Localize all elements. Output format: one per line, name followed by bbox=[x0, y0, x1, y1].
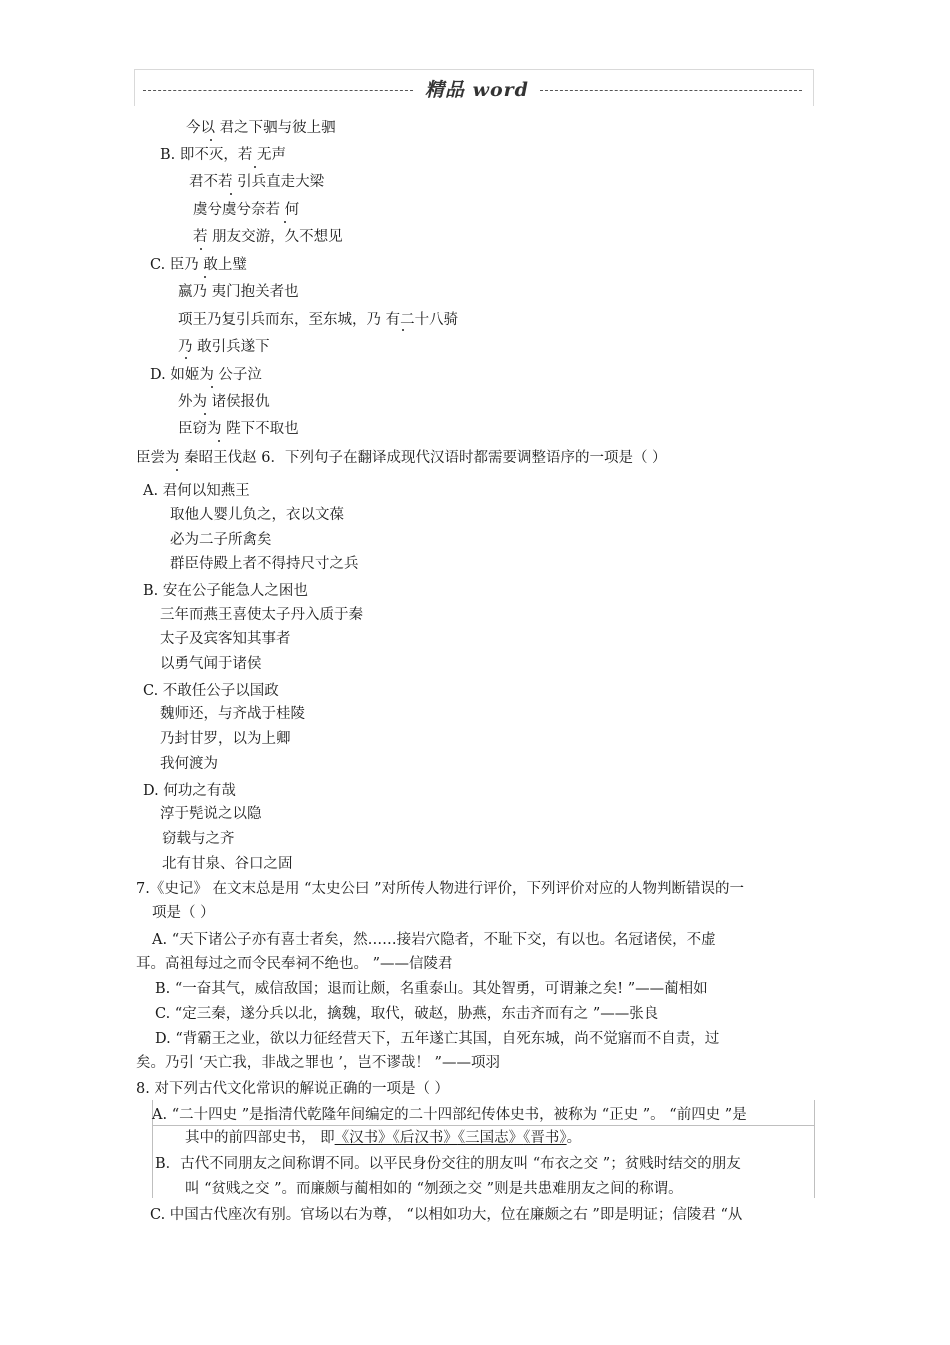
q6-option-b: B. 安在公子能急人之困也 bbox=[143, 583, 308, 599]
header-dash-right bbox=[540, 90, 802, 91]
q6-b-line-3: 太子及宾客知其事者 bbox=[160, 631, 291, 647]
book-hanshu: 《汉书》 bbox=[334, 1130, 393, 1146]
q6-c-line-2: 魏师还，与齐战于桂陵 bbox=[160, 706, 305, 722]
q7-option-d: D. “背霸王之业，欲以力征经营天下，五年遂亡其国，自死东城，尚不觉寤而不自责，过 bbox=[155, 1031, 720, 1047]
question-8: 8. 对下列古代文化常识的解说正确的一项是（ ） bbox=[136, 1081, 450, 1097]
emphasis-dot bbox=[284, 221, 286, 223]
q7-option-a: A. “天下诸公子亦有喜士者矣，然……接岩穴隐者，不耻下交，有以也。名冠诸侯，不虚 bbox=[152, 932, 716, 948]
q8-option-a: A. “二十四史 ”是指清代乾隆年间编定的二十四部纪传体史书，被称为 “正史 ”。 “前四史 ”是 bbox=[152, 1107, 747, 1123]
line-c-4: 乃 敢引兵遂下 bbox=[178, 339, 270, 355]
q8-option-c: C. 中国古代座次有别。官场以右为尊， “以相如功大，位在廉颇之右 ”即是明证；信陵君 “从 bbox=[150, 1207, 743, 1223]
emphasis-dot bbox=[204, 276, 206, 278]
q6-c-line-4: 我何渡为 bbox=[160, 756, 218, 772]
q8-option-b-cont: 叫 “贫贱之交 ”。而廉颇与蔺相如的 “刎颈之交 ”则是共患难朋友之间的称谓。 bbox=[185, 1181, 683, 1197]
emphasis-dot bbox=[230, 193, 232, 195]
emphasis-dot bbox=[211, 386, 213, 388]
q6-a-line-4: 群臣侍殿上者不得持尺寸之兵 bbox=[170, 556, 359, 572]
frame-rule bbox=[152, 1125, 814, 1126]
q8-option-a-cont bbox=[185, 1129, 581, 1147]
q6-d-line-3: 窃载与之齐 bbox=[162, 831, 235, 847]
emphasis-dot bbox=[204, 413, 206, 415]
line-d-1: D. 如姬为 公子泣 bbox=[150, 367, 262, 383]
line-c-1: C. 臣乃 敢上璧 bbox=[150, 257, 247, 273]
question-6: 臣尝为 秦昭王伐赵 6．下列句子在翻译成现代汉语时都需要调整语序的一项是（ ） bbox=[136, 450, 667, 466]
q8-a-period: 。 bbox=[566, 1130, 582, 1146]
book-houhanshu: 《后汉书》 bbox=[392, 1130, 458, 1146]
q6-b-line-4: 以勇气闻于诸侯 bbox=[160, 656, 262, 672]
emphasis-dot bbox=[176, 469, 178, 471]
header-title: 精品 word bbox=[418, 75, 536, 102]
q7-option-a-cont: 耳。高祖每过之而令民奉祠不绝也。 ”——信陵君 bbox=[136, 956, 453, 972]
q6-option-d: D. 何功之有哉 bbox=[143, 783, 236, 799]
q7-option-d-cont: 矣。乃引 ‘天亡我，非战之罪也 ’，岂不谬哉！ ”——项羽 bbox=[136, 1055, 500, 1071]
q6-c-line-3: 乃封甘罗，以为上卿 bbox=[160, 731, 291, 747]
question-7: 7.《史记》 在文末总是用 “太史公曰 ”对所传人物进行评价，下列评价对应的人物判断错误的一 bbox=[136, 881, 744, 897]
q6-option-c: C. 不敢任公子以国政 bbox=[143, 683, 279, 699]
q7-option-b: B. “一奋其气，威信敌国；退而让颇，名重泰山。其处智勇，可谓兼之矣! ”——蔺相如 bbox=[155, 981, 708, 997]
q6-a-line-2: 取他人婴儿负之，衣以文葆 bbox=[170, 507, 344, 523]
line-d-2: 外为 诸侯报仇 bbox=[178, 394, 270, 410]
q7-option-c: C. “定三秦，遂分兵以北，擒魏，取代，破赵，胁燕，东击齐而有之 ”——张良 bbox=[155, 1006, 659, 1022]
q8-option-b: B．古代不同朋友之间称谓不同。以平民身份交往的朋友叫 “布衣之交 ”；贫贱时结交的朋友 bbox=[155, 1156, 741, 1172]
line-d-3: 臣窃为 陛下不取也 bbox=[178, 421, 299, 437]
emphasis-dot bbox=[402, 329, 404, 331]
emphasis-dot bbox=[218, 440, 220, 442]
line-b-3: 虞兮虞兮奈若 何 bbox=[193, 202, 300, 218]
q6-d-line-2: 淳于髡说之以隐 bbox=[160, 806, 262, 822]
question-7-cont: 项是（ ） bbox=[152, 905, 215, 921]
frame-right bbox=[814, 1100, 815, 1198]
q6-a-line-3: 必为二子所禽矣 bbox=[170, 532, 272, 548]
emphasis-dot bbox=[200, 248, 202, 250]
book-jinshu: 《晋书》 bbox=[523, 1130, 567, 1146]
line-a-4: 今以 君之下驷与彼上驷 bbox=[186, 120, 336, 136]
line-b-1: B. 即不灭，若 无声 bbox=[160, 147, 286, 163]
emphasis-dot bbox=[185, 357, 187, 359]
q6-option-a: A. 君何以知燕王 bbox=[143, 483, 250, 499]
line-b-4: 若 朋友交游，久不想见 bbox=[193, 229, 343, 245]
header-dash-left bbox=[143, 90, 413, 91]
book-sanguozhi: 《三国志》 bbox=[457, 1130, 524, 1146]
q6-d-line-4: 北有甘泉、谷口之固 bbox=[162, 856, 293, 872]
emphasis-dot bbox=[254, 166, 256, 168]
q6-b-line-2: 三年而燕王喜使太子丹入质于秦 bbox=[160, 607, 363, 623]
emphasis-dot bbox=[210, 139, 212, 141]
line-b-2: 君不若 引兵直走大梁 bbox=[189, 174, 325, 190]
q8-a-text: 其中的前四部史书， 即 bbox=[185, 1130, 335, 1146]
line-c-3: 项王乃复引兵而东，至东城，乃 有二十八骑 bbox=[178, 312, 459, 328]
line-c-2: 嬴乃 夷门抱关者也 bbox=[178, 284, 299, 300]
